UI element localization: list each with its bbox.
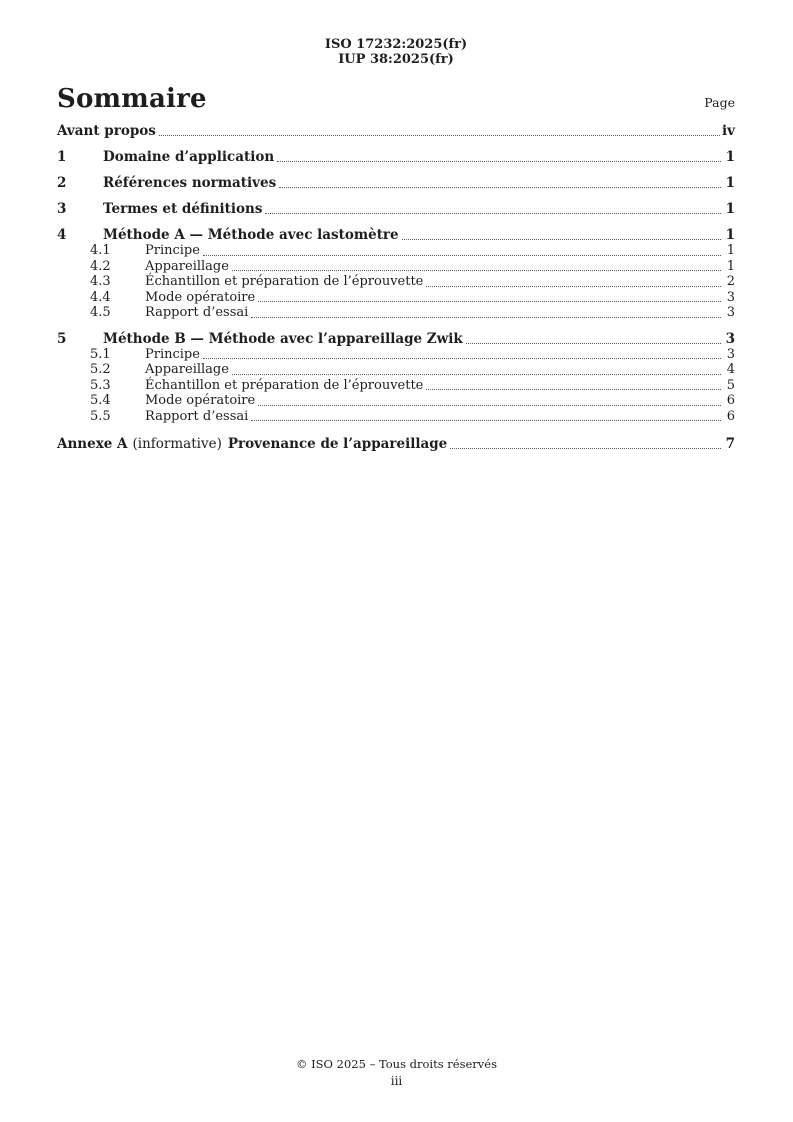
entry-page: 4 <box>726 362 735 377</box>
entry-number: 2 <box>57 175 67 191</box>
toc-entry-annex-a[interactable] <box>57 436 735 452</box>
entry-page: 1 <box>725 175 735 191</box>
entry-page: 1 <box>726 243 735 258</box>
entry-number: 1 <box>57 149 67 165</box>
entry-label: Méthode A — Méthode avec lastomètre <box>103 227 399 243</box>
dot-leader <box>450 448 721 449</box>
toc-entry-5-1[interactable] <box>57 347 735 363</box>
annex-note: (informative) <box>132 436 222 452</box>
doc-header <box>57 37 735 67</box>
entry-label: Appareillage <box>145 362 229 377</box>
entry-label: Rapport d’essai <box>145 408 249 424</box>
entry-number: 5.5 <box>90 408 111 424</box>
toc-entry-5-2[interactable] <box>57 362 735 378</box>
toc-entry-2[interactable] <box>57 175 735 191</box>
dot-leader <box>426 389 721 390</box>
entry-number: 4.1 <box>90 243 111 258</box>
doc-footer <box>0 1057 793 1088</box>
entry-label: Principe <box>145 243 200 258</box>
toc-entry-1[interactable] <box>57 149 735 165</box>
entry-label: Principe <box>145 346 200 362</box>
dot-leader <box>251 420 721 421</box>
toc-entry-3[interactable] <box>57 201 735 217</box>
entry-label: Termes et définitions <box>103 201 263 217</box>
entry-page: 6 <box>726 408 735 424</box>
annex-title: Provenance de l’appareillage <box>227 436 448 452</box>
toc-header <box>57 84 735 114</box>
entry-number: 5.3 <box>90 377 111 393</box>
entry-label: Échantillon et préparation de l’éprouvette <box>145 377 424 393</box>
entry-number: 4 <box>57 227 67 243</box>
dot-leader <box>258 405 721 406</box>
entry-label: Avant propos <box>57 123 156 139</box>
entry-page: 1 <box>725 149 735 165</box>
dot-leader <box>426 286 721 287</box>
entry-page: 3 <box>726 305 735 320</box>
toc-entry-avant-propos[interactable] <box>57 123 735 139</box>
entry-label: Références normatives <box>103 175 277 191</box>
entry-page: iv <box>722 123 735 139</box>
dot-leader <box>203 358 721 359</box>
entry-page: 6 <box>726 393 735 408</box>
entry-page: 1 <box>725 201 735 217</box>
entry-label: Échantillon et préparation de l’éprouvette <box>145 274 424 289</box>
entry-page: 3 <box>726 289 735 305</box>
entry-label: Domaine d’application <box>103 149 275 165</box>
folio-page-number: iii <box>390 1074 403 1088</box>
entry-number: 4.3 <box>90 274 111 289</box>
toc-entry-4-5[interactable] <box>57 305 735 321</box>
dot-leader <box>258 301 721 302</box>
table-of-contents <box>57 123 735 452</box>
dot-leader <box>402 239 721 240</box>
toc-title: Sommaire <box>57 84 207 114</box>
dot-leader <box>159 135 720 136</box>
entry-number: 4.5 <box>90 305 111 320</box>
dot-leader <box>251 317 721 318</box>
entry-label: Méthode B — Méthode avec l’appareillage Zwik <box>103 330 463 347</box>
toc-entry-5[interactable] <box>57 331 735 347</box>
entry-number: 3 <box>57 201 67 217</box>
entry-number: 4.4 <box>90 289 111 305</box>
dot-leader <box>203 255 721 256</box>
toc-entry-4-3[interactable] <box>57 274 735 290</box>
entry-label: Mode opératoire <box>145 393 256 408</box>
entry-page: 5 <box>726 377 735 393</box>
entry-label: Appareillage <box>145 258 229 274</box>
annex-label: Annexe A <box>57 436 128 452</box>
toc-entry-4-4[interactable] <box>57 290 735 306</box>
toc-entry-5-4[interactable] <box>57 393 735 409</box>
entry-number: 5.4 <box>90 393 111 408</box>
entry-page: 3 <box>725 330 735 347</box>
toc-entry-5-3[interactable] <box>57 378 735 394</box>
entry-number: 5.2 <box>90 362 111 377</box>
copyright-notice: © ISO 2025 – Tous droits réservés <box>295 1057 497 1071</box>
entry-number: 4.2 <box>90 258 111 274</box>
toc-entry-4[interactable] <box>57 227 735 243</box>
dot-leader <box>466 343 721 344</box>
doc-reference-line2: IUP 38:2025(fr) <box>338 52 454 67</box>
toc-entry-4-1[interactable] <box>57 243 735 259</box>
entry-number: 5 <box>57 330 67 347</box>
entry-number: 5.1 <box>90 346 111 362</box>
dot-leader <box>232 374 721 375</box>
toc-entry-4-2[interactable] <box>57 259 735 275</box>
dot-leader <box>265 213 721 214</box>
dot-leader <box>277 161 721 162</box>
doc-reference-line1: ISO 17232:2025(fr) <box>324 37 468 52</box>
dot-leader <box>279 187 721 188</box>
entry-page: 1 <box>725 227 735 243</box>
entry-label: Rapport d’essai <box>145 305 249 320</box>
entry-page: 2 <box>726 274 735 289</box>
entry-page: 7 <box>725 436 735 452</box>
entry-page: 1 <box>726 258 735 274</box>
dot-leader <box>232 270 721 271</box>
page-column-label: Page <box>704 95 735 110</box>
toc-entry-5-5[interactable] <box>57 409 735 425</box>
entry-page: 3 <box>726 346 735 362</box>
entry-label: Mode opératoire <box>145 289 256 305</box>
